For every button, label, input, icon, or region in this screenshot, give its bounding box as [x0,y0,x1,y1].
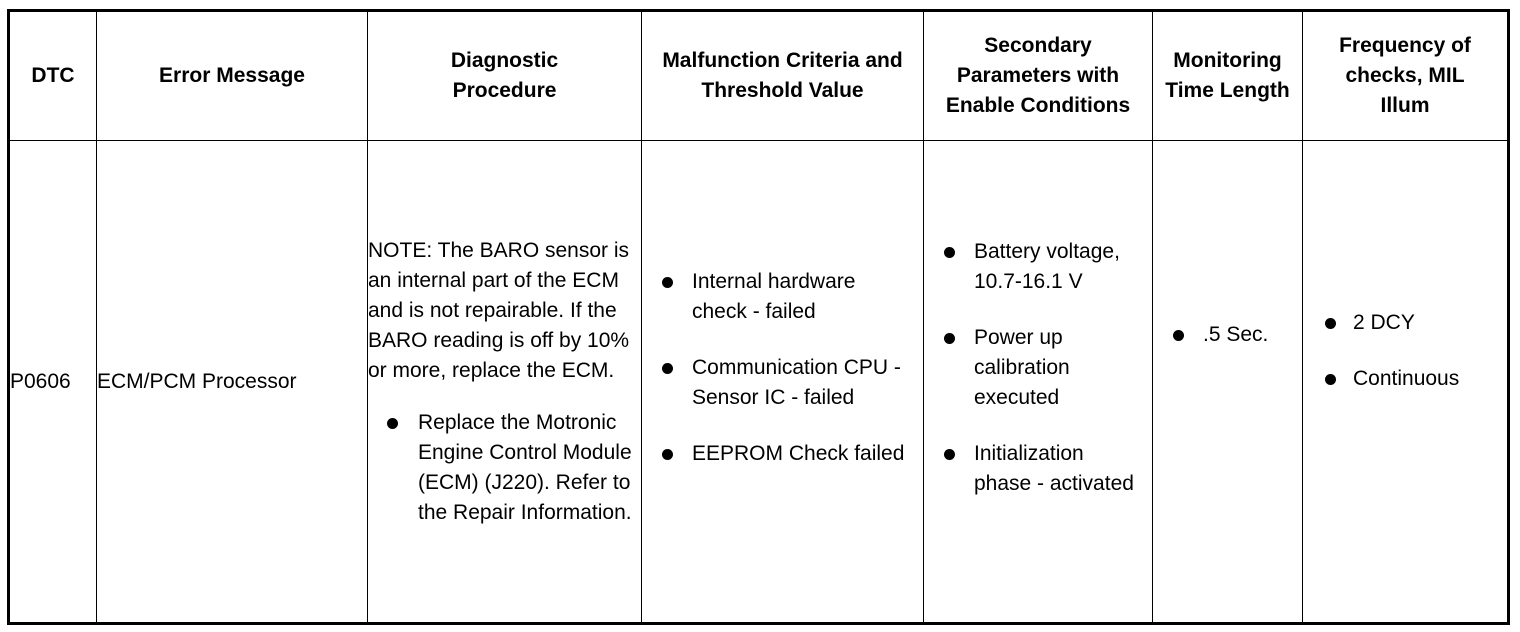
monitoring-time-list [1153,320,1302,350]
header-error-message: Error Message [97,11,368,141]
list-item: 2 DCY [1303,308,1507,338]
list-item: Continuous [1303,364,1507,394]
header-diagnostic-procedure: Diagnostic Procedure [368,11,642,141]
secondary-parameters-list [924,237,1146,499]
header-malfunction-criteria: Malfunction Criteria and Threshold Value [642,11,924,141]
list-item: Initialization phase - activated [924,439,1146,499]
header-row [9,11,1509,141]
dtc-code: P0606 [9,141,97,624]
diagnostic-procedure-cell [368,141,642,624]
secondary-parameters-cell [924,141,1153,624]
header-frequency: Frequency of checks, MIL Illum [1303,11,1509,141]
frequency-cell [1303,141,1509,624]
table-row [9,141,1509,624]
procedure-note: NOTE: The BARO sensor is an internal part of the ECM and is not repairable. If the BARO reading is off by 10% or more, replace the ECM. [368,238,630,382]
list-item: Battery voltage, 10.7-16.1 V [924,237,1146,297]
list-item: Power up calibration executed [924,323,1146,413]
malfunction-criteria-list [642,267,915,469]
header-dtc: DTC [9,11,97,141]
frequency-list [1303,308,1507,394]
procedure-steps [368,408,641,528]
error-message: ECM/PCM Processor [97,141,368,624]
list-item: EEPROM Check failed [642,439,915,469]
header-secondary-parameters: Secondary Parameters with Enable Conditions [924,11,1153,141]
malfunction-criteria-cell [642,141,924,624]
dtc-table [7,9,1510,625]
list-item: Replace the Motronic Engine Control Module (ECM) (J220). Refer to the Repair Information. [368,408,641,528]
monitoring-time-cell [1153,141,1303,624]
list-item: .5 Sec. [1153,320,1302,350]
list-item: Internal hardware check - failed [642,267,915,327]
list-item: Communication CPU - Sensor IC - failed [642,353,915,413]
header-monitoring-time: Monitoring Time Length [1153,11,1303,141]
